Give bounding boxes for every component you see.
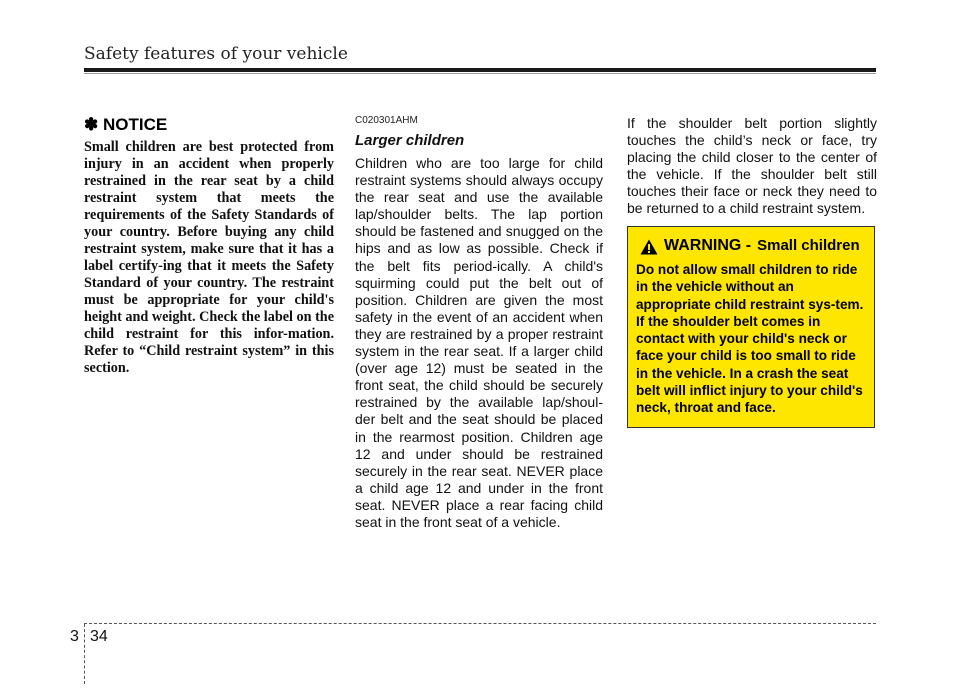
header-rule <box>84 68 876 72</box>
notice-text: Small children are best protected from injury in an accident when properly restrained in the rear seat by a child restraint system that meets the requirements of the Safety Standards of your country. Before buying any child restraint system, make sure that it has a label certify-ing that it meets the Safety Standard of your country. The restraint must be appropriate for your child's height and weight. Check the label on the child restraint for this infor-mation. Refer to “Child restraint system” in this section. <box>84 139 334 376</box>
section-subheading: Larger children <box>355 132 465 149</box>
section-body: Children who are too large for child restraint systems should always occupy the rear seat and use the available lap/shoulder belts. The lap portion should be fastened and snugged on the hips and as low as possible. Check if the belt fits period-ically. A child's squirming could put the belt out of position. Children are given the most safety in the event of an accident when they are restrained by a proper restraint system in the rear seat. If a larger child (over age 12) must be seated in the front seat, the child should be securely restrained by the available lap/shoul-der belt and the seat should be placed in the rearmost position. Children age 12 and under should be restrained securely in the rear seat. NEVER place a child age 12 and under in the front seat. NEVER place a rear facing child seat in the front seat of a vehicle. <box>355 155 603 530</box>
header-rule-thin <box>84 73 876 74</box>
warning-box <box>627 226 875 428</box>
warning-triangle-icon <box>640 239 658 255</box>
larger-children-column <box>355 115 603 531</box>
continued-column <box>627 115 877 218</box>
warning-label: WARNING - <box>664 237 752 254</box>
footer-rule <box>84 623 876 624</box>
page-header-title: Safety features of your vehicle <box>84 44 348 64</box>
footer-section-number: 3 <box>70 628 79 645</box>
continued-text: If the shoulder belt portion slightly touches the child’s neck or face, try placing the child closer to the center of the vehicle. If the shoulder belt still touches their face or neck they need to be returned to a child restraint system. <box>627 115 877 217</box>
section-code: C020301AHM <box>355 115 418 126</box>
warning-heading <box>636 237 866 255</box>
footer-page-num: 34 <box>90 628 108 645</box>
notice-title: ✽ NOTICE <box>84 115 168 134</box>
notice-column <box>84 115 334 377</box>
warning-subtitle: Small children <box>757 237 860 254</box>
warning-text: Do not allow small children to ride in the vehicle without an appropriate child restraint sys-tem. If the shoulder belt comes in contact with your child's neck or face your child is too small to ride in the vehicle. In a crash the seat belt will inflict injury to your child's neck, throat and face. <box>636 262 864 416</box>
footer-divider <box>84 624 85 684</box>
